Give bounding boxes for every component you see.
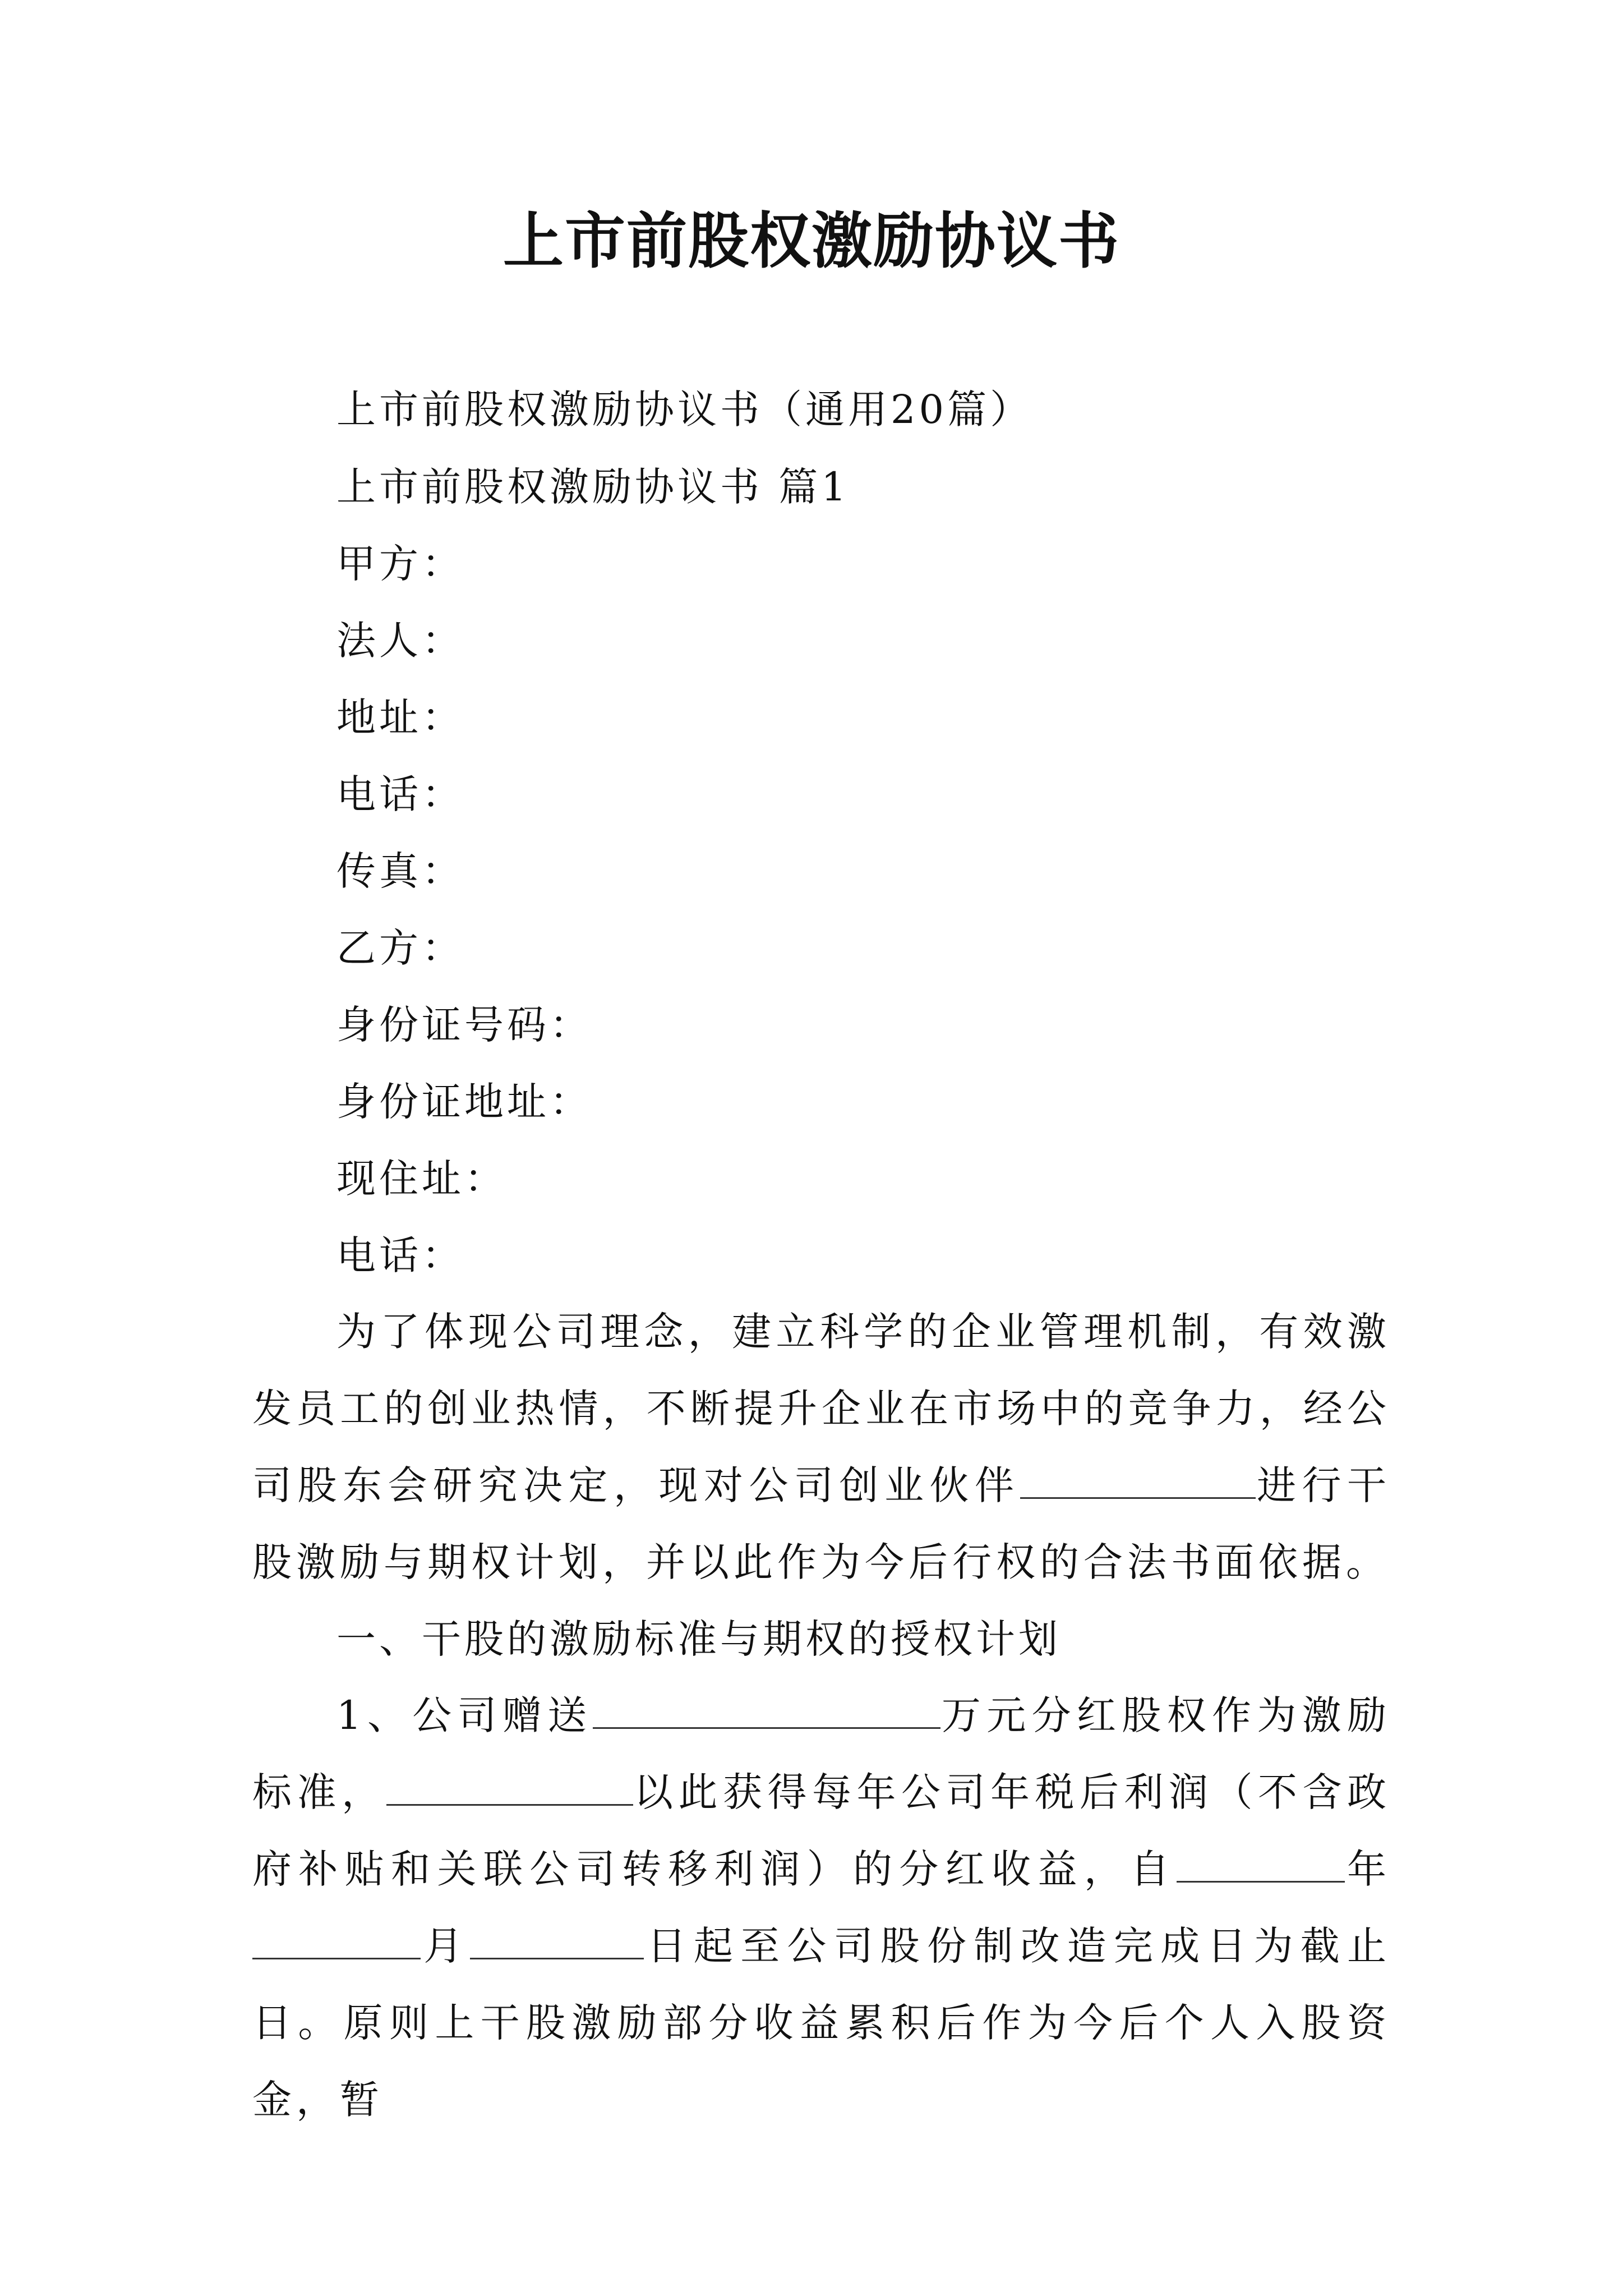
party-a-label: 甲方： (336, 541, 464, 587)
recipient-blank (386, 1770, 633, 1806)
clause-1-text-6: 日起至公司股份制改造完成日为截止日。原则上干股激励部分收益累积后作为今后个人入股资金，暂 (252, 1923, 1391, 2123)
legal-person-label: 法人： (336, 618, 464, 664)
intro-text-2: 进行干股激励与期权计划，并以此作为今后行权的合法书面依据。 (252, 1462, 1391, 1585)
id-address-label: 身份证地址： (336, 1079, 592, 1125)
clause-1-paragraph (252, 1677, 1391, 2138)
gift-amount-blank (593, 1694, 940, 1729)
month-blank (470, 1924, 644, 1959)
party-a-phone-label: 电话： (336, 771, 464, 817)
start-year-blank (252, 1924, 421, 1959)
year-blank (1177, 1847, 1345, 1883)
clause-1-text-5: 月 (421, 1923, 471, 1969)
document-subtitle: 上市前股权激励协议书（通用20篇） (336, 386, 1033, 432)
party-b-label: 乙方： (336, 925, 464, 971)
clause-1-text-3: 以此获得每年公司年税后利润（不含政府补贴和关联公司转移利润）的分红收益，自 (252, 1769, 1391, 1892)
party-b-phone-label: 电话： (336, 1232, 464, 1278)
current-address-label: 现住址： (336, 1156, 507, 1202)
fax-label: 传真： (336, 848, 464, 894)
intro-paragraph (252, 1294, 1391, 1601)
clause-1-text-2: 万元分红股权作为激励标准， (252, 1692, 1391, 1815)
section-heading: 上市前股权激励协议书 篇1 (336, 464, 850, 510)
document-title: 上市前股权激励协议书 (502, 206, 1120, 277)
party-a-address-label: 地址： (336, 694, 464, 740)
clause-1-text-4: 年 (1344, 1846, 1391, 1892)
clause-1-text-1: 1、公司赠送 (336, 1692, 593, 1738)
heading-incentive-plan: 一、干股的激励标准与期权的授权计划 (336, 1616, 1061, 1662)
partner-name-blank (1020, 1464, 1256, 1499)
intro-text-1: 为了体现公司理念，建立科学的企业管理机制，有效激发员工的创业热情，不断提升企业在市场中的竞争力，经公司股东会研究决定，现对公司创业伙伴 (252, 1309, 1391, 1508)
id-number-label: 身份证号码： (336, 1002, 592, 1048)
